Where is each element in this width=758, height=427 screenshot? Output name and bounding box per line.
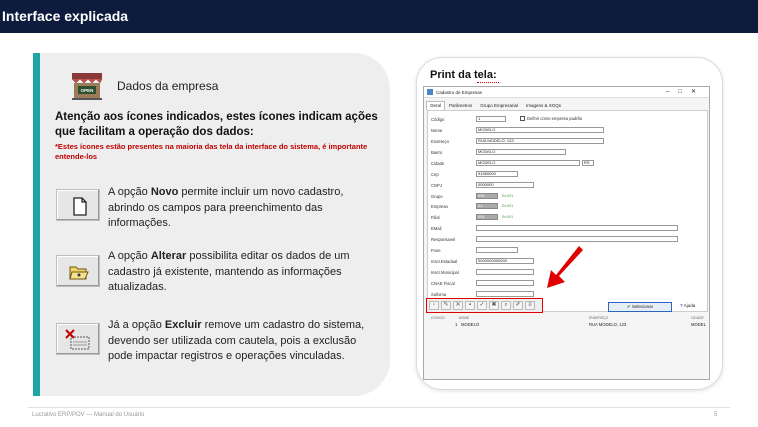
open-folder-icon (57, 256, 101, 288)
app-icon (427, 89, 433, 95)
confirm-button[interactable]: ✓ (477, 301, 487, 310)
edit-button[interactable]: ✎ (441, 301, 451, 310)
store-icon (70, 69, 104, 101)
label-cnae: CNAE Fiscal (431, 281, 455, 286)
label-email: EMail (431, 226, 442, 231)
new-button[interactable]: ▫ (429, 301, 439, 310)
field-uf[interactable]: RS (582, 160, 594, 166)
help-icon: ? (680, 303, 683, 308)
search-button[interactable]: ⌕ (501, 301, 511, 310)
field-inscr-estadual[interactable]: 0000000000000 (476, 258, 534, 264)
list-button[interactable]: ≡ (525, 301, 535, 310)
tab-imagens[interactable]: Imagens & SGQs (526, 103, 562, 108)
field-bairro[interactable]: MODELO (476, 149, 566, 155)
label-grupo: Grupo (431, 194, 443, 199)
window-titlebar (424, 87, 709, 98)
section-title: Dados da empresa (117, 79, 219, 93)
default-company-checkbox[interactable] (520, 116, 525, 121)
delete-description: Já a opção Excluir remove um cadastro do sistema, devendo ser utilizada com cautela, pois a exclusão pode impactar registros e operações vinculadas. (108, 319, 365, 362)
label-sufixo: Sufixma (431, 292, 447, 297)
filial-hint: Ex:001 (502, 215, 514, 219)
page-title: Interface explicada (2, 8, 129, 24)
spellcheck-underline (477, 81, 499, 83)
window-title: Cadastro de Empresas (436, 90, 483, 95)
tab-grupo[interactable]: Grupo Empresarial (480, 103, 519, 108)
empresa-hint: Ex:001 (502, 204, 514, 208)
company-window: Cadastro de Empresas –□✕ Geral Parâmetros Grupo Empresarial Imagens & SGQs Código 1 Definir como empresa padrão Nome MODELO Endereço RUA MODELO, 123 Bairro MODELO Cidade MODELO RS Cep 91560000 CNPJ 0000000 Grupo 001 Ex:001 Empresa 01 Ex:001 Filial 001 Ex:001 EMail Responsavel Fone Inscr.Estadual 0000000000000 Inscr.Municipal CNAE Fiscal Sufixma ▫ ✎ ✕ ▪ ✓ ✖ ⌕ ✐ ≡ ✔ Selecionar ? Ajuda CODIGO NOME ENDEREÇO CIDADE 1 MODELO RUA MODELO, 123 MODEL (423, 86, 710, 380)
page-number: 5 (714, 412, 718, 418)
edit-icon-box (56, 255, 100, 287)
label-inscr-municipal: Inscr.Municipal (431, 270, 459, 275)
field-filial[interactable]: 001 (476, 214, 498, 220)
field-empresa[interactable]: 01 (476, 203, 498, 209)
field-nome[interactable]: MODELO (476, 127, 604, 133)
footer-text: Lucrativo ERP/POV — Manual do Usuário (32, 412, 145, 418)
print-title: Print da tela: (430, 69, 497, 81)
label-cep: Cep (431, 172, 439, 177)
label-cnpj: CNPJ (431, 183, 442, 188)
field-cnae[interactable] (476, 280, 534, 286)
save-button[interactable]: ▪ (465, 301, 475, 310)
edit-description: A opção Alterar possibilita editar os dados de um cadastro já existente, mantendo as informações atualizadas. (108, 250, 350, 293)
intro-text: Atenção aos ícones indicados, estes ícones indicam ações que facilitam a operação dos dados: (55, 111, 378, 138)
field-inscr-municipal[interactable] (476, 269, 534, 275)
field-email[interactable] (476, 225, 678, 231)
action-toolbar (426, 298, 543, 313)
tab-geral[interactable]: Geral (426, 101, 445, 110)
cancel-button[interactable]: ✖ (489, 301, 499, 310)
grupo-hint: Ex:001 (502, 194, 514, 198)
delete-button[interactable]: ✕ (453, 301, 463, 310)
delete-icon-box (56, 323, 100, 355)
pen-button[interactable]: ✐ (513, 301, 523, 310)
new-icon-box (56, 189, 100, 221)
footer-divider (28, 407, 730, 408)
help-button[interactable]: ? Ajuda (680, 303, 696, 308)
delete-record-icon (57, 324, 101, 356)
red-arrow-icon (545, 242, 585, 292)
label-codigo: Código (431, 117, 445, 122)
label-inscr-estadual: Inscr.Estadual (431, 259, 458, 264)
field-cidade[interactable]: MODELO (476, 160, 580, 166)
tab-parametros[interactable]: Parâmetros (449, 103, 473, 108)
svg-text:OPEN: OPEN (80, 88, 94, 93)
field-sufixo[interactable] (476, 291, 534, 297)
new-document-icon (57, 190, 101, 222)
label-empresa: Empresa (431, 204, 448, 209)
label-endereco: Endereço (431, 139, 449, 144)
label-responsavel: Responsavel (431, 237, 456, 242)
new-description: A opção Novo permite incluir um novo cadastro, abrindo os campos para preenchimento das informações. (108, 186, 344, 229)
label-bairro: Bairro (431, 150, 443, 155)
select-button[interactable]: ✔ Selecionar (608, 302, 672, 312)
label-fone: Fone (431, 248, 441, 253)
field-fone[interactable] (476, 247, 518, 253)
label-nome: Nome (431, 128, 443, 133)
default-company-label: Definir como empresa padrão (527, 116, 583, 121)
field-codigo[interactable]: 1 (476, 116, 506, 122)
check-icon: ✔ (626, 304, 631, 309)
accent-bar (33, 53, 40, 396)
field-grupo[interactable]: 001 (476, 193, 498, 199)
field-cep[interactable]: 91560000 (476, 171, 518, 177)
warning-note: *Estes ícones estão presentes na maioria das tela da interface do sistema, é importante entende-los (55, 142, 368, 161)
label-filial: Filial (431, 215, 440, 220)
window-controls[interactable]: –□✕ (666, 89, 705, 95)
header-bar (0, 0, 758, 33)
label-cidade: Cidade (431, 161, 445, 166)
field-cnpj[interactable]: 0000000 (476, 182, 534, 188)
field-endereco[interactable]: RUA MODELO, 123 (476, 138, 604, 144)
window-tabs (426, 101, 565, 110)
